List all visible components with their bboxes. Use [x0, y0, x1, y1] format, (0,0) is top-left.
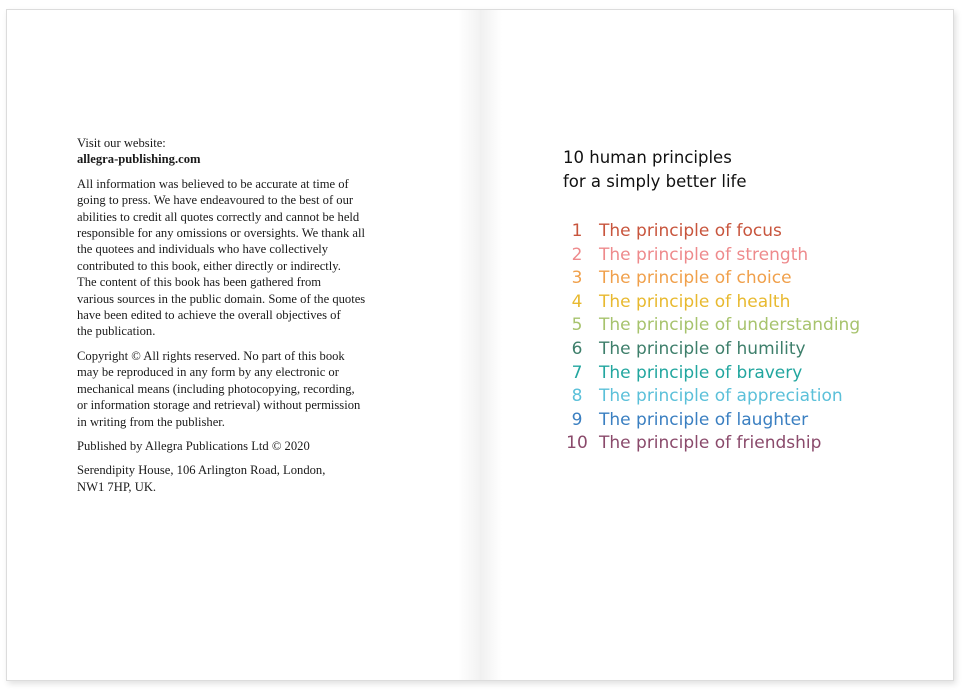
principles-heading [563, 146, 746, 194]
right-page [480, 10, 953, 680]
principle-label: The principle of health [599, 291, 791, 312]
disclaimer-line: going to press. We have endeavoured to the best of our [77, 193, 354, 208]
gutter-shadow-left [458, 10, 480, 680]
disclaimer-paragraph [77, 176, 407, 340]
principle-number: 1 [571, 221, 583, 241]
address-paragraph [77, 462, 407, 495]
principle-item [555, 267, 860, 291]
principles-list [555, 220, 860, 456]
gutter-shadow-right [480, 10, 502, 680]
website-intro: Visit our website: [77, 136, 166, 150]
principle-number: 6 [571, 338, 583, 359]
copyright-line: may be reproduced in any form by any electronic or [77, 365, 339, 380]
address-line: Serendipity House, 106 Arlington Road, London, [77, 463, 326, 478]
published-by-line: Published by Allegra Publications Ltd © 2020 [77, 438, 310, 453]
principle-number: 9 [571, 409, 583, 430]
principle-label: The principle of friendship [599, 433, 822, 454]
principle-label: The principle of bravery [599, 362, 803, 383]
principle-label: The principle of appreciation [599, 386, 843, 407]
principle-number: 7 [571, 362, 583, 383]
disclaimer-line: the publication. [77, 324, 156, 339]
principle-number: 3 [571, 268, 583, 289]
principle-label: The principle of understanding [599, 315, 861, 336]
principle-item [555, 409, 860, 433]
disclaimer-line: responsible for any omissions or oversights. We thank all [77, 226, 366, 241]
principle-number: 5 [571, 315, 583, 336]
disclaimer-line: various sources in the public domain. Some of the quotes [77, 291, 366, 306]
disclaimer-line: have been edited to achieve the overall objectives of [77, 308, 341, 323]
principle-item [555, 432, 860, 456]
principle-number: 10 [566, 433, 588, 454]
principle-item [555, 362, 860, 386]
website-block [77, 135, 407, 168]
copyright-line: Copyright © All rights reserved. No part of this book [77, 348, 345, 363]
disclaimer-line: All information was believed to be accurate at time of [77, 176, 349, 191]
heading-line: 10 human principles [563, 148, 732, 167]
principle-item [555, 291, 860, 315]
principle-number: 8 [571, 386, 583, 407]
copyright-line: mechanical means (including photocopying, recording, [77, 381, 355, 396]
principle-label: The principle of laughter [599, 409, 809, 430]
heading-line: for a simply better life [563, 172, 747, 191]
principle-item [555, 244, 860, 268]
left-page [7, 10, 480, 680]
principle-label: The principle of humility [599, 338, 806, 359]
website-url: allegra-publishing.com [77, 152, 201, 167]
disclaimer-line: the quotees and individuals who have collectively [77, 242, 329, 257]
imprint-text [77, 135, 407, 503]
principle-item [555, 338, 860, 362]
principle-item [555, 385, 860, 409]
principle-item [555, 314, 860, 338]
published-by [77, 438, 407, 454]
principle-item [555, 220, 860, 244]
principle-label: The principle of choice [599, 268, 792, 289]
copyright-paragraph [77, 348, 407, 430]
principle-label: The principle of strength [599, 244, 809, 265]
disclaimer-line: contributed to this book, either directly or indirectly. [77, 258, 341, 273]
disclaimer-line: The content of this book has been gathered from [77, 275, 322, 290]
book-spread [6, 9, 954, 681]
copyright-line: in writing from the publisher. [77, 414, 225, 429]
principle-label: The principle of focus [599, 221, 782, 241]
principle-number: 4 [571, 291, 583, 312]
disclaimer-line: abilities to credit all quotes correctly and cannot be held [77, 209, 360, 224]
copyright-line: or information storage and retrieval) without permission [77, 398, 361, 413]
principle-number: 2 [571, 244, 583, 265]
address-line: NW1 7HP, UK. [77, 479, 157, 494]
